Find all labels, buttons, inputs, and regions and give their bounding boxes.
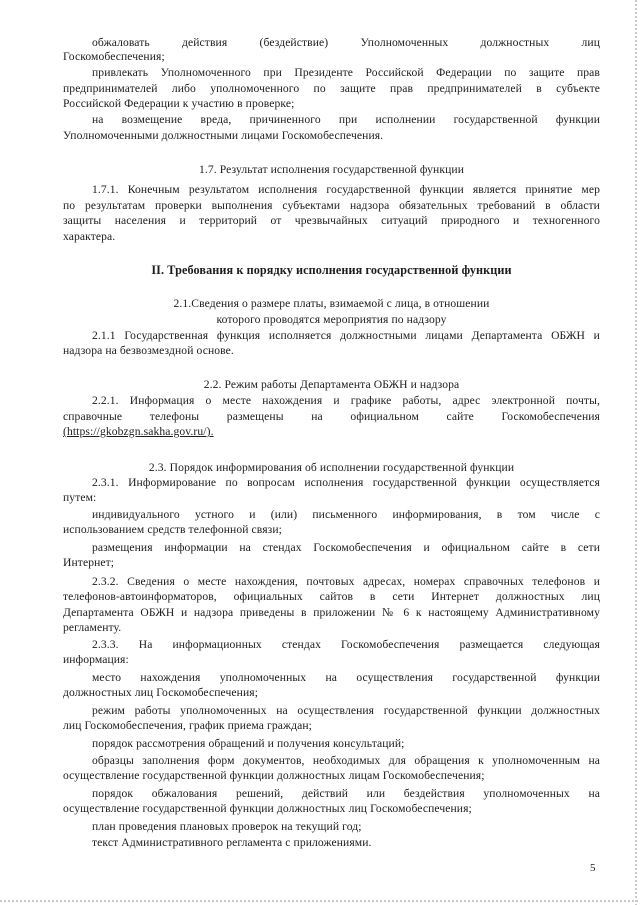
text-line: путем: [63, 491, 97, 504]
website-link-line[interactable] [63, 425, 600, 438]
text-line: привлекать Уполномоченного при Президенте Российской Федерации по защите прав [92, 66, 600, 79]
text-line: образцы заполнения форм документов, необходимых для обращения к уполномоченным на [92, 754, 600, 767]
text-line: информация: [63, 653, 129, 666]
page-number: 5 [590, 862, 596, 874]
text-line: 2.3.2. Сведения о месте нахождения, почтовых адресах, номерах справочных телефонов и [92, 575, 600, 588]
text-line: 2.2.1. Информация о месте нахождения и графике работы, адрес электронной почты, [92, 394, 600, 407]
text-line: размещения информации на стендах Госкомобеспечения и официальном сайте в сети [92, 541, 600, 554]
text-line: характера. [63, 230, 116, 243]
chapter-heading: II. Требования к порядку исполнения государственной функции [151, 264, 512, 277]
text-line: индивидуального устного и (или) письменного информирования, в том числе с [92, 508, 600, 521]
section-heading: 2.3. Порядок информирования об исполнении государственной функции [148, 461, 515, 474]
text-line: порядок обжалования решений, действий или бездействия уполномоченных на [92, 787, 600, 800]
text-line: режим работы уполномоченных на осуществления государственной функции должностных [92, 704, 600, 717]
text-line: 2.1.1 Государственная функция исполняется должностными лицами Департамента ОБЖН и [92, 329, 600, 342]
text-line: надзора на безвозмездной основе. [63, 344, 234, 357]
text-line: телефонов-автоинформаторов, официальных сайтов в сети Интернет должностных лиц [63, 590, 600, 603]
text-line: план проведения плановых проверок на текущий год; [92, 820, 362, 833]
text-line: регламенту. [63, 621, 122, 634]
text-line: Интернет; [63, 556, 115, 569]
section-heading: 2.1.Сведения о размере платы, взимаемой с лица, в отношении [173, 297, 490, 310]
text-line: по результатам проверки выполнения субъектами надзора обязательных требований в области [63, 199, 600, 212]
text-line: защиты населения и территорий от чрезвычайных ситуаций природного и техногенного [63, 214, 600, 227]
text-line: использованием средств телефонной связи; [63, 523, 282, 536]
section-heading: которого проводятся мероприятия по надзору [216, 313, 447, 326]
text-line: 2.3.3. На информационных стендах Госкомобеспечения размещается следующая [92, 638, 600, 651]
text-line: Российской Федерации к участию в проверке; [63, 97, 295, 110]
scan-edge-bottom [0, 900, 640, 902]
text-line: место нахождения уполномоченных на осуществления государственной функции [92, 671, 600, 684]
website-link[interactable]: (https://gkobzgn.sakha.gov.ru/). [63, 425, 214, 438]
text-line: лиц Госкомобеспечения, график приема граждан; [63, 719, 312, 732]
text-line: порядок рассмотрения обращений и получения консультаций; [92, 737, 405, 750]
text-line: текст Административного регламента с приложениями. [92, 836, 372, 849]
text-line: должностных лиц Госкомобеспечения; [63, 686, 259, 699]
scan-edge-right [635, 0, 637, 905]
text-line: справочные телефоны размещены на официальном сайте Госкомобеспечения [63, 410, 600, 423]
text-line: на возмещение вреда, причиненного при исполнении государственной функции [92, 113, 600, 126]
section-heading: 2.2. Режим работы Департамента ОБЖН и надзора [203, 378, 460, 391]
text-line: 1.7.1. Конечным результатом исполнения государственной функции является принятие мер [92, 183, 600, 196]
text-line: осуществление государственной функции должностных лиц Госкомобеспечения; [63, 802, 472, 815]
text-line: предпринимателей либо уполномоченного по защите прав предпринимателей в субъекте [63, 82, 600, 95]
section-heading: 1.7. Результат исполнения государственной функции [198, 163, 465, 176]
text-line: 2.3.1. Информирование по вопросам исполнения государственной функции осуществляется [92, 476, 600, 489]
text-line: Госкомобеспечения; [63, 50, 165, 63]
text-line: осуществление государственной функции должностных лицам Госкомобеспечения; [63, 769, 485, 782]
text-line: Уполномоченными должностными лицами Госкомобеспечения. [63, 129, 384, 142]
text-line: обжаловать действия (бездействие) Уполномоченных должностных лиц [92, 36, 600, 49]
text-line: Департамента ОБЖН и надзора приведены в приложении № 6 к настоящему Административному [63, 606, 600, 619]
